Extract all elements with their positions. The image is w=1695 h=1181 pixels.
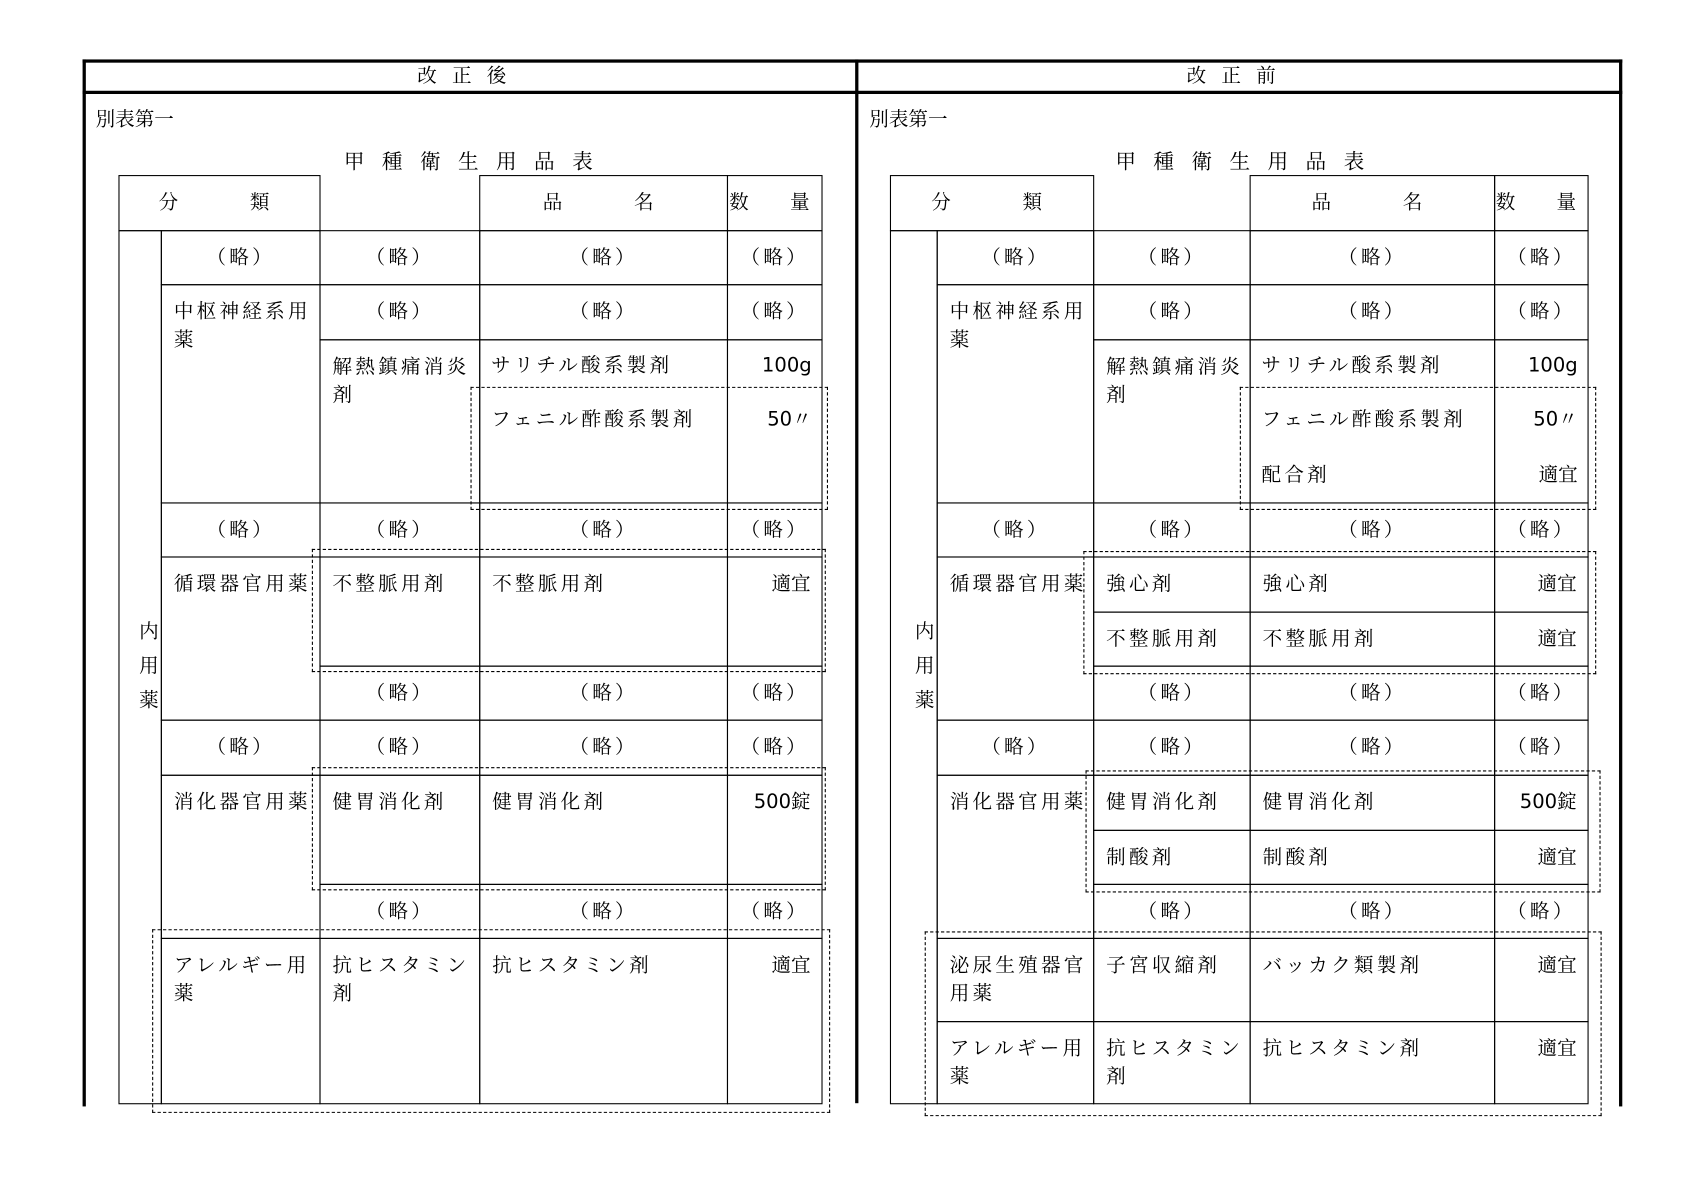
table-cell: （略） [1093,720,1251,776]
table-cell: サリチル酸系製剤 [491,354,673,378]
amendment-highlight-box [312,549,826,672]
table-cell: 不整脈用剤 [319,556,480,666]
column-header: 分 類 [890,175,1094,231]
table-cell: 消化器官用薬 [161,775,321,939]
amendment-highlight-box [312,767,826,890]
table-cell: （略） [319,284,480,340]
table-cell: 泌尿生殖器官用薬 [937,938,1095,1022]
table-cell: （略） [1093,502,1251,557]
table-cell: 50〃 [767,408,812,432]
table-cell: 解熱鎮痛消炎剤 [319,339,480,503]
table-cell: 制酸剤 [1250,830,1496,885]
table-cell: （略） [1093,230,1251,285]
table-cell: 解熱鎮痛消炎剤 [1093,339,1251,503]
table-cell: （略） [1250,284,1496,340]
table-cell: 50〃 [1533,408,1578,432]
table-cell: アレルギー用薬 [161,938,321,1104]
table-cell: 抗ヒスタミン剤 [1093,1021,1251,1104]
table-cell: 強心剤 [1250,556,1496,612]
table-cell: （略） [1250,884,1496,939]
table-cell: 適宜 [1494,612,1589,667]
table-cell: 不整脈用剤 [1250,612,1496,667]
table-cell: バッカク類製剤 [1250,938,1496,1022]
table-cell: （略） [161,720,321,776]
table-cell: （略） [727,502,823,557]
table-cell: 健胃消化剤 [1093,775,1251,831]
table-cell: 健胃消化剤 [479,775,728,885]
amendment-highlight-box [470,387,827,510]
table-cell: 適宜 [1494,1021,1589,1104]
table-cell: 中枢神経系用薬 [937,284,1095,503]
table-cell: 健胃消化剤 [319,775,480,885]
amendment-highlight-box [925,931,1602,1116]
table-cell: 健胃消化剤 [1250,775,1496,831]
table-cell: （略） [479,884,728,939]
amendment-highlight-box [1086,770,1601,892]
table-cell: （略） [1093,884,1251,939]
table-cell: （略） [1494,502,1589,557]
amendment-highlight-box [1240,387,1596,510]
heading-before-amendment: 改正前 [1186,64,1291,88]
table-cell: （略） [1250,230,1496,285]
table-cell: （略） [727,230,823,285]
appendix-label: 別表第一 [869,108,948,131]
table-cell: （略） [1494,666,1589,721]
table-cell: （略） [937,502,1095,557]
center-divider [855,59,858,1103]
table-cell: 消化器官用薬 [937,775,1095,939]
table-cell: （略） [319,720,480,776]
table-cell: （略） [1494,230,1589,285]
table-cell: （略） [319,884,480,939]
table-cell: アレルギー用薬 [937,1021,1095,1104]
table-cell: （略） [479,230,728,285]
table-cell: （略） [1494,284,1589,340]
column-header: 品 名 [1250,175,1496,231]
column-header: 数 量 [727,175,823,231]
table-cell: 適宜 [727,556,823,666]
table-cell: 強心剤 [1093,556,1251,612]
table-cell: （略） [319,230,480,285]
table-cell: 制酸剤 [1093,830,1251,885]
table-cell: 適宜 [727,938,823,1104]
table-cell: （略） [319,502,480,557]
table-cell: 抗ヒスタミン剤 [479,938,728,1104]
column-header: 品 名 [479,175,728,231]
amendment-highlight-box [152,929,830,1113]
table-cell: （略） [1093,666,1251,721]
table-cell: 適宜 [1494,938,1589,1022]
table-cell: 中枢神経系用薬 [161,284,321,503]
table-cell: 子宮収縮剤 [1093,938,1251,1022]
table-cell: （略） [1250,502,1496,557]
table-cell: 抗ヒスタミン剤 [319,938,480,1104]
table-title: 甲種衛生用品表 [343,150,611,174]
table-cell: （略） [727,666,823,721]
table-cell: 500錠 [1494,775,1589,831]
table-cell: 500錠 [727,775,823,885]
table-cell: フェニル酢酸系製剤 [1261,408,1466,432]
table-cell: （略） [1250,720,1496,776]
table-cell: （略） [937,720,1095,776]
column-header: 分 類 [118,175,320,231]
table-cell: （略） [1494,720,1589,776]
table-cell: （略） [1250,666,1496,721]
table-cell: （略） [727,720,823,776]
table-cell: フェニル酢酸系製剤 [491,408,696,432]
table-cell: （略） [479,284,728,340]
heading-after-amendment: 改正後 [417,64,522,88]
table-title: 甲種衛生用品表 [1115,150,1382,174]
table-cell: 抗ヒスタミン剤 [1250,1021,1496,1104]
column-header: 数 量 [1494,175,1589,231]
table-cell: 適宜 [1494,556,1589,612]
table-cell: （略） [727,884,823,939]
table-cell: （略） [937,230,1095,285]
table-cell: 配合剤 [1261,463,1330,487]
header-divider [83,91,1623,94]
table-cell: 100g [761,354,812,378]
table-cell: （略） [1494,884,1589,939]
table-cell: （略） [479,666,728,721]
table-cell: （略） [319,666,480,721]
table-cell: 100g [1527,354,1578,378]
table-cell: （略） [1093,284,1251,340]
table-cell: 循環器官用薬 [937,556,1095,720]
table-cell: サリチル酸系製剤 [1261,354,1443,378]
table-cell: （略） [727,284,823,340]
amendment-highlight-box [1083,551,1596,674]
table-cell: 不整脈用剤 [479,556,728,666]
table-cell: 内用薬 [118,230,161,1104]
table-cell: （略） [479,502,728,557]
table-cell: 内用薬 [890,230,938,1104]
table-cell: 不整脈用剤 [1093,612,1251,667]
table-cell: （略） [161,502,321,557]
table-cell: 適宜 [1494,830,1589,885]
table-cell: （略） [161,230,321,285]
appendix-label: 別表第一 [95,108,174,131]
table-cell: 適宜 [1538,463,1578,487]
table-cell: （略） [479,720,728,776]
table-cell: 循環器官用薬 [161,556,321,720]
